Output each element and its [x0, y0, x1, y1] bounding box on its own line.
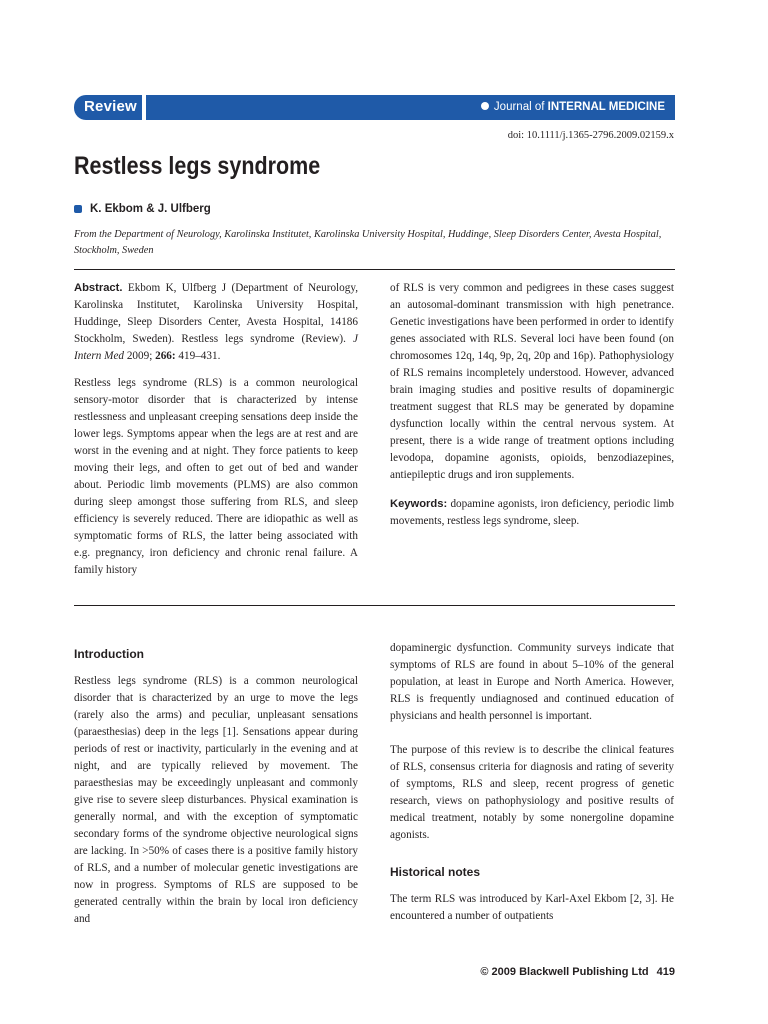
journal-banner: [74, 95, 675, 120]
intro-heading: Introduction: [74, 647, 144, 661]
section-label: Review: [84, 98, 137, 115]
abstract-citation-text: Ekbom K, Ulfberg J (Department of Neurology, Karolinska Institutet, Karolinska University Hospital, Huddinge, Sleep Disorders Center, Avesta Hospital, 14186 Stockholm, Sweden). Restless legs syndrome (Review).: [74, 282, 359, 345]
page-footer: [480, 966, 675, 978]
citation-volume: 266:: [155, 350, 176, 362]
rule-bottom: [74, 605, 675, 606]
hist-text: The term RLS was introduced by Karl-Axel Ekbom [2, 3]. He encountered a number of outpatients: [390, 893, 674, 922]
article-title: Restless legs syndrome: [74, 152, 321, 180]
abstract-label: Abstract.: [74, 282, 123, 294]
author-bullet-icon: [74, 205, 82, 213]
citation-pages: 419–431.: [178, 350, 221, 362]
doi: doi: 10.1111/j.1365-2796.2009.02159.x: [507, 130, 674, 141]
journal-dot-icon: [481, 102, 489, 110]
right-paragraph-1: dopaminergic dysfunction. Community surveys indicate that symptoms of RLS are found in about 5–10% of the general population, at least in Europe and North America. However, RLS is frequently undiagnosed and continued education of physicians and health personnel is important.: [390, 642, 674, 722]
right-paragraph-2: The purpose of this review is to describe the clinical features of RLS, consensus criteria for diagnosis and rating of severity of symptoms, RLS and sleep, recent progress of genetic research, views on pathophysiology and positive results of medical treatment, notably by some nonergoline dopamine agonists.: [390, 744, 674, 841]
affiliation: From the Department of Neurology, Karolinska Institutet, Karolinska University Hospital, Huddinge, Sleep Disorders Center, Avesta Hospital, Stockholm, Sweden: [74, 229, 662, 256]
journal-abbrev: J Intern Med: [74, 333, 358, 362]
abstract-body-left: Restless legs syndrome (RLS) is a common neurological sensory-motor disorder that is characterized by intense restlessness and unpleasant creeping sensations deep inside the lower legs. Symptoms appear when the legs are at rest and are worst in the evening and at night. They force patients to keep moving their legs, and often to get out of bed and wander about. Periodic limb movements (PLMS) are also common during sleep amongst those suffering from RLS, and sleep efficiency is severely reduced. There are idiopathic as well as symptomatic forms of RLS, the latter being associated with e.g. pregnancy, iron deficiency and chronic renal failure. A family history: [74, 377, 358, 576]
body-right-column: [390, 640, 674, 925]
abstract-left-column: [74, 280, 358, 579]
page-number: 419: [656, 966, 675, 978]
journal-prefix: Journal of: [493, 101, 545, 113]
keywords: [390, 496, 674, 530]
citation-year: 2009;: [126, 350, 153, 362]
keywords-label: Keywords:: [390, 498, 448, 510]
body-left-column: [74, 646, 358, 928]
keywords-text: dopamine agonists, iron deficiency, periodic limb movements, restless legs syndrome, sleep.: [390, 498, 674, 527]
banner-divider: [142, 95, 146, 120]
intro-text: Restless legs syndrome (RLS) is a common neurological disorder that is characterized by an urge to move the legs (rarely also the arms) and peculiar, unpleasant sensations (paraesthesias) deep in the legs [1]. Sensations appear during periods of rest or inactivity, particularly in the evening and at night, and are typically relieved by movement. The paraesthesias may be exceedingly unpleasant and commonly give rise to severe sleep disturbances. Physical examination is generally normal, and with the exception of symptomatic secondary forms of the syndrome objective neurological signs are lacking. In >50% of cases there is a positive family history of RLS, and a number of molecular genetic investigations are now in progress. Symptoms of RLS are supposed to be generated centrally within the brain by local iron deficiency and: [74, 675, 358, 925]
journal-name: [481, 101, 665, 113]
abstract-right-column: [390, 280, 674, 530]
authors: [74, 203, 211, 215]
abstract-citation: [74, 280, 358, 365]
hist-heading: Historical notes: [390, 865, 481, 879]
copyright: © 2009 Blackwell Publishing Ltd: [480, 966, 649, 978]
abstract-body-right: of RLS is very common and pedigrees in these cases suggest an autosomal-dominant transmission with high penetrance. Genetic investigations have been performed in order to identify genes associated with RLS. Several loci have been found (on chromosomes 12q, 14q, 9p, 2q, 20p and 16p). Pathophysiology of RLS remains incompletely understood. However, advanced brain imaging studies and positive results of dopaminergic treatment suggest that RLS may be generated by dopamine dysfunction locally within the central nervous system. At present, there is a wide range of treatment options including levodopa, dopamine agonists, opioids, benzodiazepines, antiepileptic drugs and iron supplements.: [390, 282, 674, 481]
journal-title: INTERNAL MEDICINE: [547, 101, 665, 113]
author-names: K. Ekbom & J. Ulfberg: [90, 203, 211, 215]
rule-top: [74, 269, 675, 270]
